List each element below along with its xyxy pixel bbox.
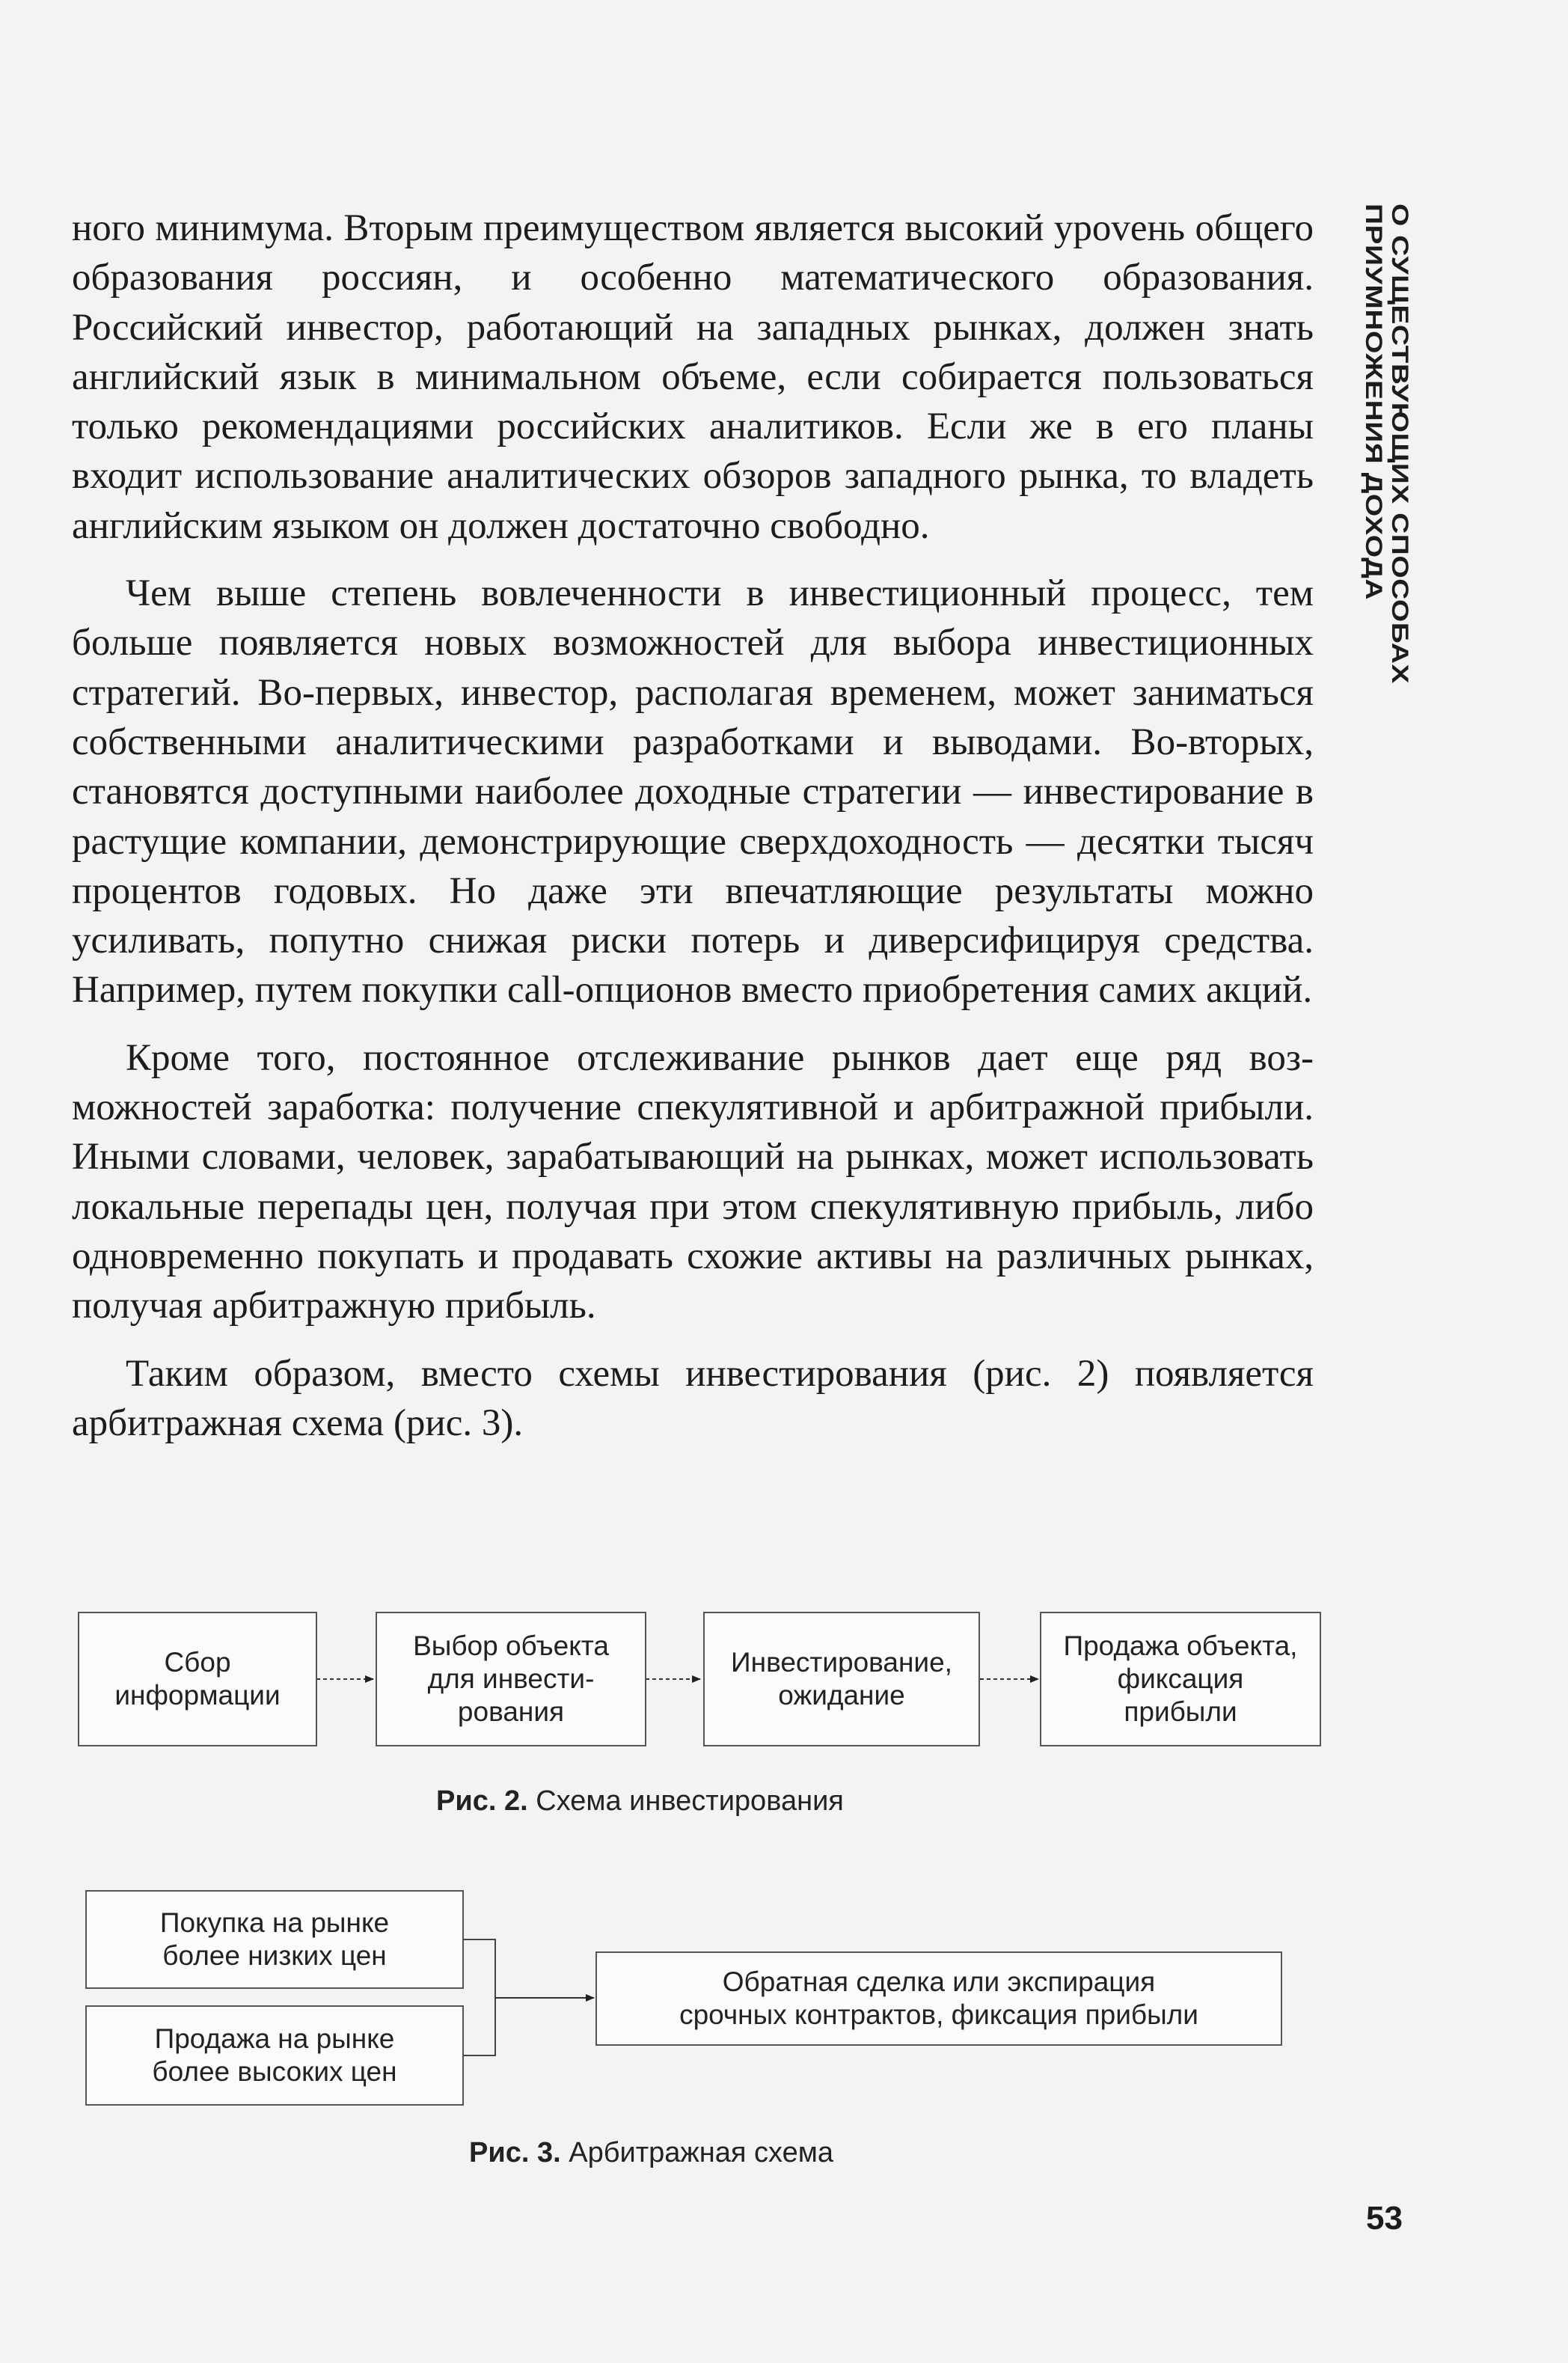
paragraph-4: Таким образом, вместо схемы инвестирования (рис. 2) появляется арбитражная схема (рис. 3). (72, 1352, 1314, 1444)
fig2-box-select-object: Выбор объекта для инвести- рования (376, 1612, 646, 1746)
fig2-box-collect-info: Сбор информации (78, 1612, 317, 1746)
fig3-caption-label: Рис. 3. (469, 2137, 561, 2168)
fig2-caption-label: Рис. 2. (436, 1785, 528, 1817)
fig3-box-buy-low: Покупка на рынке более низких цен (85, 1890, 464, 1989)
page-number: 53 (1366, 2200, 1403, 2237)
fig2-caption (436, 1785, 844, 1818)
fig2-box-invest-wait: Инвестирование, ожидание (703, 1612, 980, 1746)
paragraph-1: ного минимума. Вторым преимуществом является высокий уроvень общего образования россиян, и особенно математического образования. Российский инвестор, работающий на западных рынках, должен знать английский язык в минимальном объеме, если собирается пользоваться только рекомендациями российских аналитиков. Если же в его планы входит использование аналитических обзоров западного рынка, то владеть английским языком он должен достаточно свободно. (72, 207, 1314, 547)
fig3-box-reverse-deal: Обратная сделка или экспирация срочных контрактов, фиксация прибыли (595, 1951, 1282, 2046)
fig2-box-sell-object: Продажа объекта, фиксация прибыли (1040, 1612, 1321, 1746)
fig3-box-sell-high: Продажа на рынке более высоких цен (85, 2005, 464, 2106)
fig3-caption-text: Арбитражная схема (569, 2137, 834, 2168)
fig3-caption (469, 2137, 833, 2169)
fig2-caption-text: Схема инвестирования (536, 1785, 844, 1817)
fig3-bracket (464, 1939, 495, 2055)
paragraph-2: Чем выше степень вовлеченности в инвестиционный процесс, тем больше появляется новых возможностей для выбора инвестиционных стратегий. Во-первых, инвестор, располагая временем, может заниматься собственными аналитическими разработками и выводами. Во-вторых, становятся доступными наиболее доходные стратегии — инвестирование в растущие компании, демонстрирующие сверхдоходность — десятки тысяч процентов годовых. Но даже эти впечатляющие результаты можно усиливать, попутно снижая риски потерь и диверсифицируя средства. Например, путем покупки call-опционов вместо приобретения самих акций. (72, 572, 1314, 1012)
running-head: О СУЩЕСТВУЮЩИХ СПОСОБАХ ПРИУМНОЖЕНИЯ ДОХОДА (1360, 204, 1413, 684)
paragraph-3: Кроме того, постоянное отслеживание рынков дает еще ряд возможностей заработка: получение спекулятивной и арбитражной прибыли. Иными словами, человек, зарабатывающий на рынках, может использовать локальные перепады цен, получая при этом спекулятивную прибыль, либо одновременно покупать и продавать схожие активы на различных рынках, получая арбитражную прибыль. (72, 1036, 1314, 1327)
